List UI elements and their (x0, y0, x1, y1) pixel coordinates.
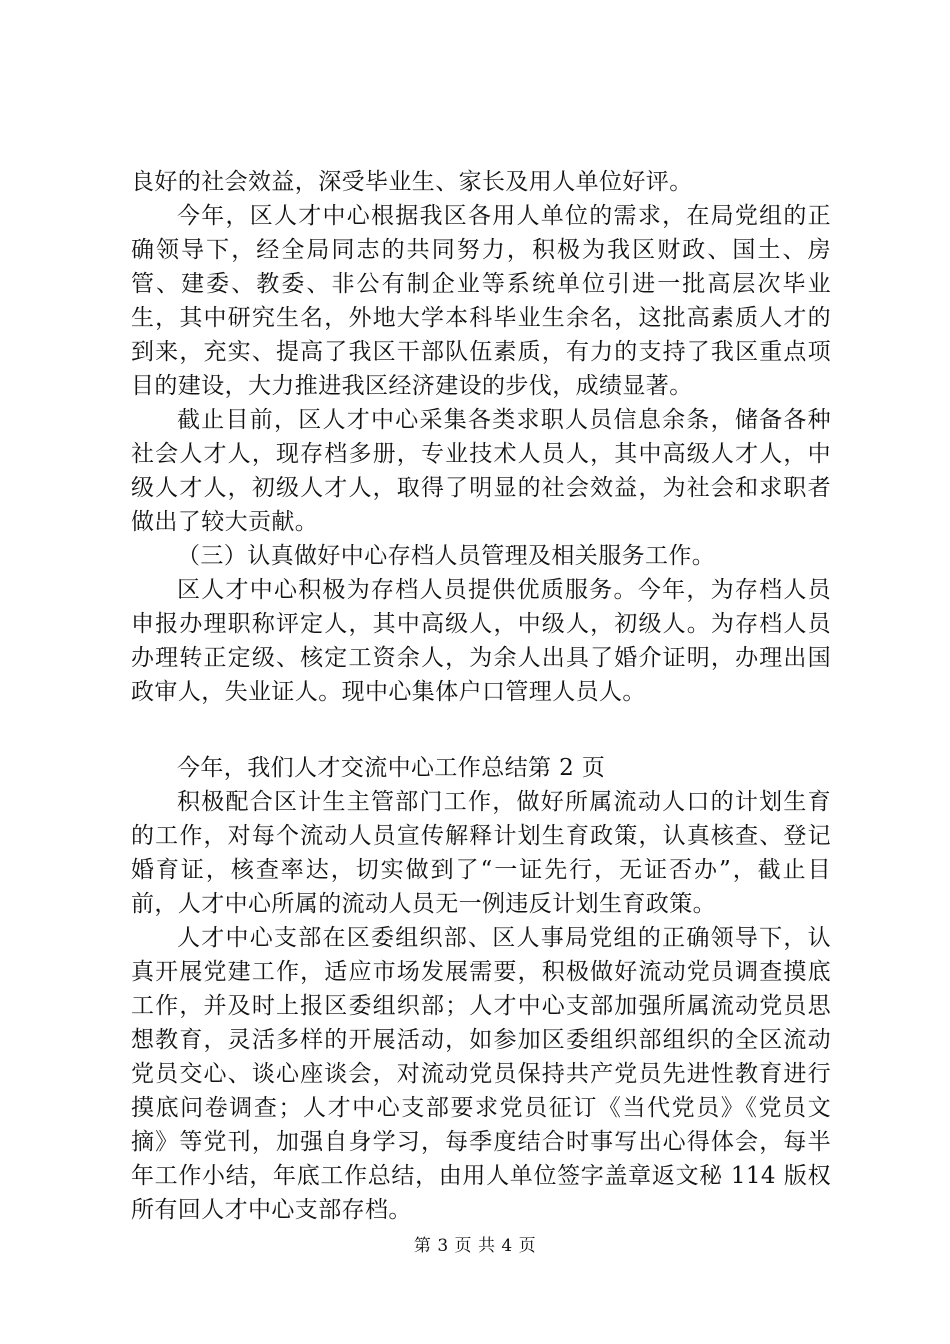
paragraph-talent-records: 截止目前，区人才中心采集各类求职人员信息余条，储备各种社会人才人，现存档多册，专业技术人员人，其中高级人才人，中级人才人，初级人才人，取得了明显的社会效益，为社会和求职者做出了较大贡献。 (131, 407, 831, 535)
section-heading-archive-services: （三）认真做好中心存档人员管理及相关服务工作。 (177, 543, 716, 569)
page-footer: 第 3 页 共 4 页 (413, 1236, 537, 1256)
paragraph-graduates-intro: 今年，区人才中心根据我区各用人单位的需求，在局党组的正确领导下，经全局同志的共同努力，积极为我区财政、国土、房管、建委、教委、非公有制企业等系统单位引进一批高层次毕业生，其中研究生名，外地大学本科毕业生余名，这批高素质人才的到来，充实、提高了我区干部队伍素质，有力的支持了我区重点项目的建设，大力推进我区经济建设的步伐，成绩显著。 (131, 203, 831, 399)
paragraph-continuation: 良好的社会效益，深受毕业生、家长及用人单位好评。 (131, 169, 693, 195)
paragraph-spacer (131, 709, 831, 751)
paragraph-family-planning: 积极配合区计生主管部门工作，做好所属流动人口的计划生育的工作，对每个流动人员宣传解释计划生育政策，认真核查、登记婚育证，核查率达，切实做到了“一证先行，无证否办”，截止目前，人才中心所属的流动人员无一例违反计划生育政策。 (131, 789, 831, 917)
paragraph-party-building: 人才中心支部在区委组织部、区人事局党组的正确领导下，认真开展党建工作，适应市场发展需要，积极做好流动党员调查摸底工作，并及时上报区委组织部；人才中心支部加强所属流动党员思想教育，灵活多样的开展活动，如参加区委组织部组织的全区流动党员交心、谈心座谈会，对流动党员保持共产党员先进性教育进行摸底问卷调查；人才中心支部要求党员征订《当代党员》《党员文摘》等党刊，加强自身学习，每季度结合时事写出心得体会，每半年工作小结，年底工作总结，由用人单位签字盖章返文秘 114 版权所有回人才中心支部存档。 (131, 925, 831, 1223)
document-body (131, 165, 831, 1227)
page-reference-line: 今年，我们人才交流中心工作总结第 2 页 (177, 755, 606, 781)
paragraph-archive-services: 区人才中心积极为存档人员提供优质服务。今年，为存档人员申报办理职称评定人，其中高级人，中级人，初级人。为存档人员办理转正定级、核定工资余人，为余人出具了婚介证明，办理出国政审人，失业证人。现中心集体户口管理人员人。 (131, 577, 831, 705)
